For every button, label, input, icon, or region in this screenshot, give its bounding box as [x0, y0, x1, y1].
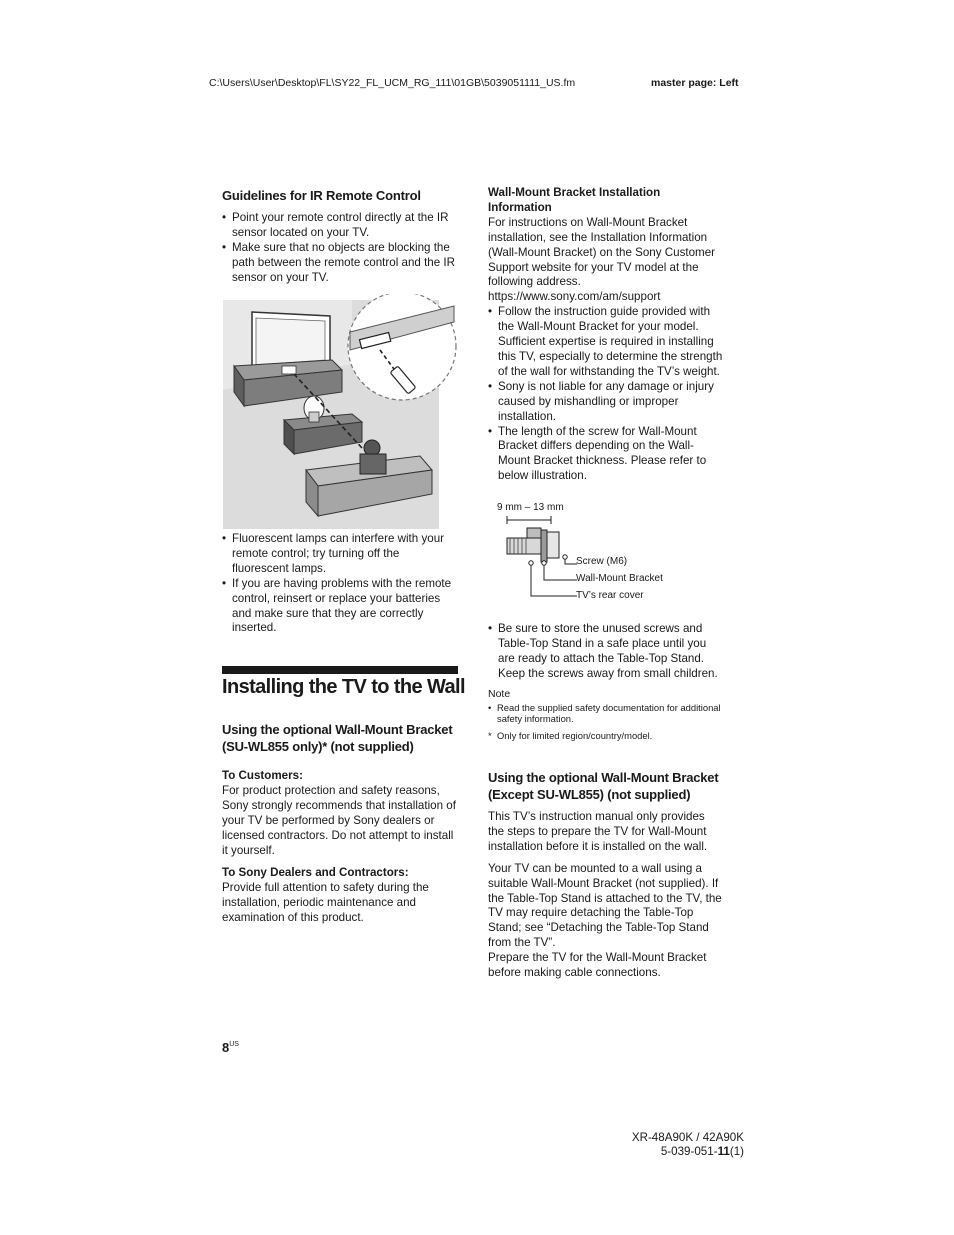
- customers-text: For product protection and safety reasons, Sony strongly recommends that installation of your TV be performed by Sony dealers or licensed contractors. Do not attempt to install it yourself.: [222, 783, 456, 857]
- except-heading: Using the optional Wall-Mount Bracket (Except SU-WL855) (not supplied): [488, 770, 719, 802]
- plant-pot: [309, 412, 319, 422]
- cover-leader-dot: [529, 561, 533, 565]
- code-bold: 11: [717, 1145, 730, 1158]
- wall-mount-except-section: [488, 769, 724, 981]
- install-bullet: • Sony is not liable for any damage or injury caused by mishandling or improper installation.: [488, 380, 724, 425]
- bracket-leader-dot: [542, 561, 546, 565]
- master-page-label: master page: Left: [651, 77, 739, 89]
- code-suffix: (1): [729, 1145, 744, 1158]
- ir-bullet: • Point your remote control directly at the IR sensor located on your TV.: [222, 211, 458, 241]
- installation-info-text: For instructions on Wall-Mount Bracket installation, see the Installation Information (Wall-Mount Bracket) on the Sony Customer Support website for your TV model at the following address.: [488, 215, 716, 289]
- install-bullet: • Follow the instruction guide provided with the Wall-Mount Bracket for your model. Sufficient expertise is required in installing this TV, especially to determine the strength of the wall for withstanding the TV’s weight.: [488, 305, 724, 380]
- code-prefix: 5-039-051-: [660, 1145, 718, 1158]
- dealers-text: Provide full attention to safety during the installation, periodic maintenance and examination of this product.: [222, 881, 429, 925]
- ir-sensor: [282, 366, 296, 374]
- bracket-label: Wall-Mount Bracket: [576, 573, 663, 584]
- document-code: [632, 1145, 744, 1159]
- page-number-suffix: US: [229, 1041, 239, 1048]
- model-numbers: XR-48A90K / 42A90K: [631, 1131, 744, 1144]
- wall-mount-heading: Using the optional Wall-Mount Bracket (SU-WL855 only)* (not supplied): [222, 722, 453, 754]
- install-bullet: • The length of the screw for Wall-Mount Bracket differs depending on the Wall-Mount Bracket thickness. Please refer to below illustration.: [488, 425, 724, 485]
- screw-length-label: 9 mm – 13 mm: [497, 502, 564, 513]
- page-number-value: 8: [222, 1040, 230, 1055]
- footer: [632, 1131, 744, 1159]
- file-path: C:\Users\User\Desktop\FL\SY22_FL_UCM_RG_111\01GB\5039051111_US.fm: [209, 77, 576, 89]
- ir-bullet: • Make sure that no objects are blocking the path between the remote control and the IR sensor on your TV.: [222, 241, 458, 286]
- footnote: * Only for limited region/country/model.: [488, 730, 724, 742]
- page-number: [222, 1040, 239, 1055]
- bracket-leader: [544, 565, 577, 580]
- ir-heading: Guidelines for IR Remote Control: [222, 188, 421, 203]
- installation-info-label: Wall-Mount Bracket Installation Information: [488, 186, 661, 214]
- ir-bullet: • Fluorescent lamps can interfere with your remote control; try turning off the fluorescent lamps.: [222, 532, 458, 577]
- wall-mount-su-wl855-section: [222, 721, 458, 926]
- except-paragraph-3: Prepare the TV for the Wall-Mount Bracket before making cable connections.: [488, 951, 707, 980]
- ir-guidelines-section: [222, 187, 458, 286]
- customers-label: To Customers:: [222, 769, 303, 782]
- installation-info-section: [488, 186, 724, 484]
- except-paragraph-1: This TV’s instruction manual only provides the steps to prepare the TV for Wall-Mount installation before it is installed on the wall.: [488, 810, 708, 853]
- note-item: • Read the supplied safety documentation for additional safety information.: [488, 702, 724, 726]
- bracket-plate: [541, 530, 547, 562]
- storage-section: [488, 622, 724, 742]
- rear-cover-label: TV’s rear cover: [576, 590, 644, 601]
- except-paragraph-2: Your TV can be mounted to a wall using a suitable Wall-Mount Bracket (not supplied). If the Table-Top Stand is attached to the TV, the TV may require detaching the Table-Top Stand; see “Detaching the Table-Top Stand from the TV”.: [488, 861, 722, 950]
- ir-tips-section: [222, 532, 458, 636]
- section-rule: [222, 666, 458, 674]
- ir-bullet: • If you are having problems with the remote control, reinsert or replace your batteries and make sure that they are correctly inserted.: [222, 577, 458, 637]
- screw-leader-dot: [563, 555, 567, 559]
- note-label: Note: [488, 687, 511, 700]
- dealers-label: To Sony Dealers and Contractors:: [222, 866, 409, 880]
- screw-label: Screw (M6): [576, 556, 628, 567]
- ir-remote-illustration: [222, 294, 458, 530]
- person-body: [360, 454, 386, 474]
- rear-cover-piece: [527, 528, 541, 538]
- screw-diagram: [505, 514, 577, 604]
- screw-head: [547, 532, 559, 558]
- support-url[interactable]: https://www.sony.com/am/support: [488, 290, 661, 304]
- tv-panel: [256, 318, 325, 365]
- section-title: Installing the TV to the Wall: [222, 676, 465, 698]
- storage-bullet: • Be sure to store the unused screws and Table-Top Stand in a safe place until you are ready to attach the Table-Top Stand. Keep the screws away from small children.: [488, 622, 724, 682]
